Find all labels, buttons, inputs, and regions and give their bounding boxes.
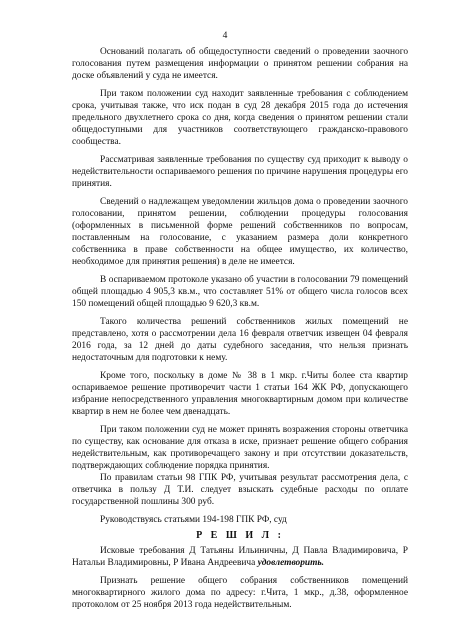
paragraph-9: По правилам статьи 98 ГПК РФ, учитывая результат рассмотрения дела, с ответчика в пользу Д Т.И. следует взыскать судебные расходы по оплате государственной пошлины 300 руб. — [72, 473, 408, 507]
paragraph-5: В оспариваемом протоколе указано об участии в голосовании 79 помещений общей площадью 4 905,3 кв.м., что составляет 51% от общего числа голосов всех 150 помещений общей площадью 9 620,3 кв.м. — [72, 275, 408, 309]
ruling-text: Исковые требования Д Татьяны Ильиничны, Д Павла Владимировича, Р Натальи Владимировны, Р Ивана Андреевича — [72, 546, 408, 568]
paragraph-6: Такого количества решений собственников жилых помещений не представлено, хотя о рассмотрении дела 16 февраля ответчик извещен 04 февраля 2016 года, за 12 дней до даты судебного заседания, что нельзя признать недостаточным для подготовки к нему. — [72, 317, 408, 363]
ruling-emphasis: удовлетворить. — [257, 558, 325, 568]
paragraph-3: Рассматривая заявленные требования по существу суд приходит к выводу о недействительности оспариваемого решения по причине нарушения процедуры его принятия. — [72, 155, 408, 189]
paragraph-10: Руководствуясь статьями 194-198 ГПК РФ, суд — [100, 515, 287, 525]
page-number: 4 — [222, 31, 228, 41]
paragraph-4: Сведений о надлежащем уведомлении жильцов дома о проведении заочного голосовании, принятом решении, соблюдении процедуры голосования (оформленных в письменной форме решений собственников по вопросам, поставленным на голосование, с указанием размера доли конкретного собственника в праве собственности на общее имущество, их количество, необходимое для принятия решения) в деле не имеется. — [72, 197, 408, 267]
paragraph-1: Оснований полагать об общедоступности сведений о проведении заочного голосования путем размещения информации о принятом решении собрания на доске объявлений у суда не имеется. — [72, 47, 408, 81]
document-body — [72, 46, 408, 611]
final-paragraph: Признать решение общего собрания собственников помещений многоквартирного жилого дома по адресу: г.Чита, 1 мкр., д.38, оформленное протоколом от 25 ноября 2013 года недействительным. — [72, 576, 408, 610]
paragraph-2: При таком положении суд находит заявленные требования с соблюдением срока, учитывая также, что иск подан в суд 28 декабря 2015 года до истечения предельного двухлетнего срока со дня, когда сведения о принятом решении стали общедоступными для участников соответствующего гражданско-правового сообщества. — [72, 89, 408, 147]
paragraph-7: Кроме того, поскольку в доме № 38 в 1 мкр. г.Читы более ста квартир оспариваемое решение противоречит части 1 статьи 164 ЖК РФ, допускающего избрание непосредственного управления многоквартирным домом при количестве квартир в нем не более чем двенадцать. — [72, 371, 408, 417]
ruling-paragraph — [72, 545, 408, 569]
paragraph-8: При таком положении суд не может принять возражения стороны ответчика по существу, как основание для отказа в иске, признает решение общего собрания недействительным, как противоречащего закону и при отсутствии доказательств, подтверждающих соблюдение порядка принятия. — [72, 425, 408, 471]
ruling-heading: Р Е Ш И Л : — [196, 530, 284, 541]
